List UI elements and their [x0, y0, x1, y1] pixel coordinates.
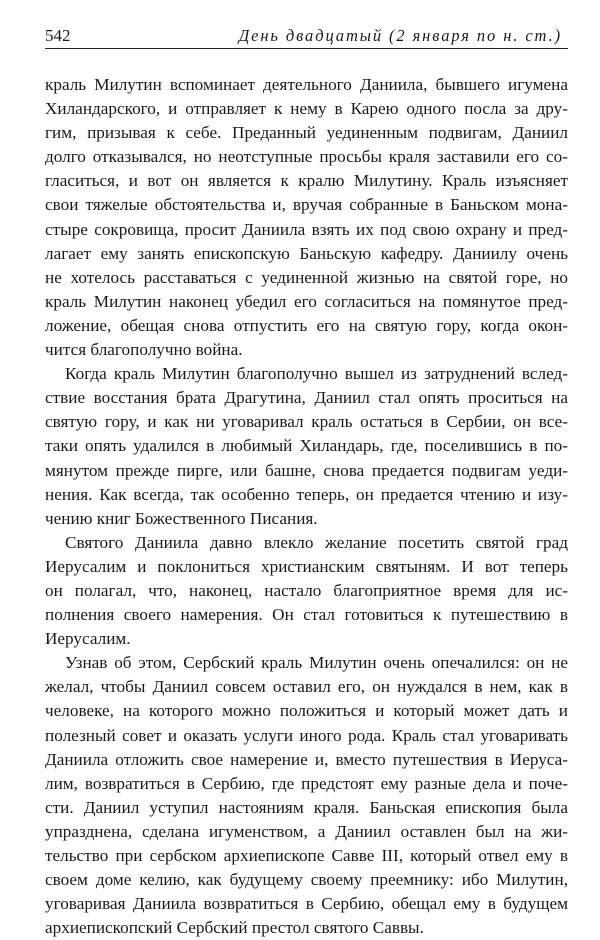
text-line: гласиться, и вот он является к кралю Милутину. Краль изъясняет: [45, 171, 568, 191]
text-line: гим, призывая к себе. Преданный уединенным подвигам, Даниил: [45, 123, 568, 143]
running-head-title: День двадцатый (2 января по н. ст.): [238, 26, 562, 45]
text-line: таки опять удалился в любимый Хиландарь, где, поселившись в по-: [45, 436, 568, 456]
text-line: своем доме келию, как будущему своему преемнику: ибо Милутин,: [45, 870, 568, 890]
text-line: нения. Как всегда, так особенно теперь, он предается чтению и изу-: [45, 484, 568, 504]
text-line: Даниила отложить свое намерение и, вместо путешествия в Иеруса-: [45, 749, 568, 769]
text-line: стыре сокровища, просит Даниила взять их под свою охрану и пред-: [45, 219, 568, 239]
text-line: лим, возвратиться в Сербию, где предстоят ему разные дела и поче-: [45, 773, 568, 793]
text-line: Иерусалим.: [45, 629, 131, 649]
text-line: свои тяжелые обстоятельства и, вручая собранные в Баньском мона-: [45, 195, 568, 215]
text-line: упразднена, сделана игуменством, а Даниил оставлен был на жи-: [45, 821, 568, 841]
text-line: мянутом прежде пирге, или башне, снова предается подвигам уеди-: [45, 460, 568, 480]
text-line: тельство при сербском архиепископе Савве III, который отвел ему в: [45, 846, 568, 865]
text-line: желал, чтобы Даниил совсем оставил его, он нуждался в нем, как в: [45, 677, 568, 697]
paragraph-first-line: Узнав об этом, Сербский краль Милутин очень опечалился: он не: [65, 653, 568, 673]
text-line: ствие восстания брата Драгутина, Даниил стал опять проситься на: [45, 388, 568, 408]
text-line: не хотелось расставаться с уединенной жизнью на святой горе, но: [45, 267, 568, 287]
text-line: краль Милутин вспоминает деятельного Даниила, бывшего игумена: [45, 75, 568, 94]
text-line: святую гору, и как ни уговаривал краль остаться в Сербии, он все-: [45, 412, 568, 432]
text-line: чится благополучно война.: [45, 340, 243, 360]
text-line: чению книг Божественного Писания.: [45, 508, 318, 528]
body-text: [45, 73, 568, 940]
text-line: ложение, обещая снова отпустить его на святую гору, когда окон-: [45, 315, 568, 335]
text-line: сти. Даниил уступил настояниям краля. Баньская епископия была: [45, 797, 568, 817]
text-line: лагает ему занять епископскую Баньскую кафедру. Даниилу очень: [45, 243, 568, 263]
text-line: полнения своего намерения. Он стал готовиться к путешествию в: [45, 605, 568, 625]
text-line: долго отказывался, но неотступные просьбы краля заставили его со-: [45, 147, 568, 167]
text-line: полезный совет и оказать услуги иного рода. Краль стал уговаривать: [45, 725, 568, 745]
paragraph-first-line: Святого Даниила давно влекло желание посетить святой град: [65, 532, 568, 552]
text-line: Хиландарского, и отправляет к нему в Карею одного посла за дру-: [45, 99, 568, 119]
text-line: Иерусалим и поклониться христианским святыням. И вот теперь: [45, 556, 568, 576]
page-number: 542: [45, 26, 71, 45]
text-line: человеке, на которого можно положиться и который может дать и: [45, 701, 568, 721]
paragraph-first-line: Когда краль Милутин благополучно вышел из затруднений вслед-: [65, 364, 568, 384]
running-head: [45, 26, 568, 49]
text-line: архиепископский Сербский престол святого Саввы.: [45, 918, 424, 938]
text-line: уговаривая Даниила возвратиться в Сербию, обещал ему в будущем: [45, 894, 568, 914]
text-line: краль Милутин наконец убедил его согласиться на помянутое пред-: [45, 291, 568, 311]
text-line: он полагал, что, наконец, настало благоприятное время для ис-: [45, 580, 568, 600]
